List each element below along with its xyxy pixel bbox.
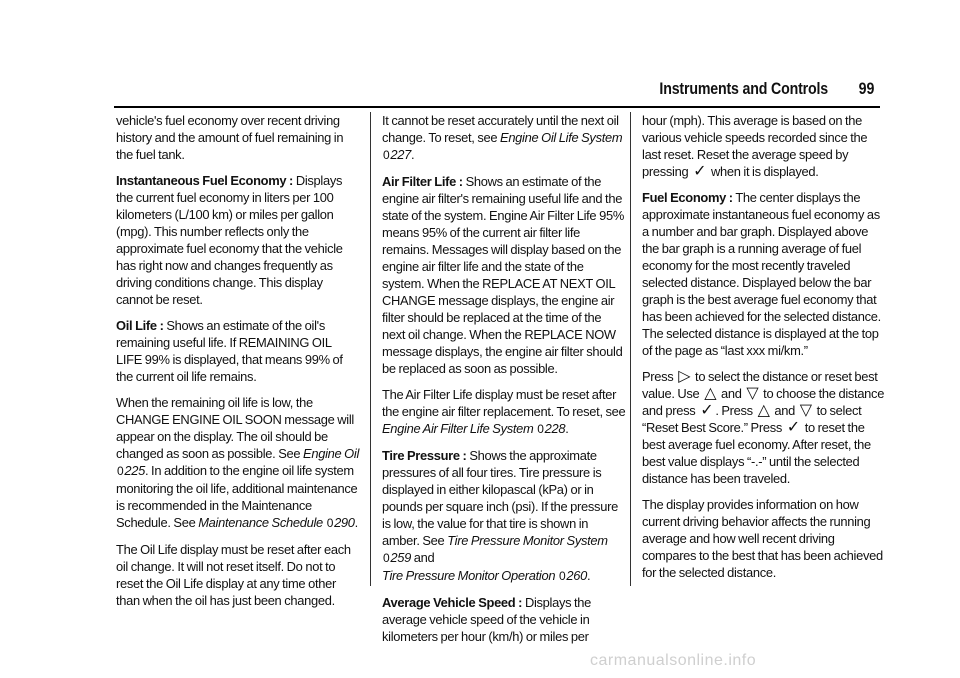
page-reference[interactable]: 259 — [390, 550, 411, 565]
paragraph: vehicle's fuel economy over recent driving history and the amount of fuel remaining in the fuel tank. — [116, 113, 344, 162]
watermark: carmanualsonline.info — [590, 652, 757, 669]
check-icon: ✓ — [700, 402, 714, 419]
column-2 — [382, 112, 626, 654]
column-divider-1 — [370, 112, 371, 586]
reference-link[interactable]: Maintenance Schedule — [198, 515, 323, 530]
paragraph: The display provides information on how current driving behavior affects the running average and how well recent driving compares to the best that has been achieved for the selected distance. — [642, 497, 883, 580]
arrow-down-icon: ▽ — [746, 385, 759, 402]
paragraph: When the remaining oil life is low, the CHANGE ENGINE OIL SOON message will appear on the display. The oil should be changed as soon as possible. See Engine Oil 0225. In addition to the engine oil life system monitoring the oil life, additional maintenance is recommended in the Maintenance Schedule. See Maintenance Schedule 0290. — [116, 395, 360, 530]
section-title: Instruments and Controls — [659, 80, 828, 98]
paragraph: The Air Filter Life display must be reset after the engine air filter replacement. To reset, see Engine Air Filter Life System 0228. — [382, 387, 626, 436]
arrow-up-icon: △ — [704, 385, 717, 402]
page-reference[interactable]: 260 — [566, 568, 587, 583]
check-icon: ✓ — [786, 419, 800, 436]
reference-link[interactable]: Engine Air Filter Life System — [382, 421, 534, 436]
term-label: Average Vehicle Speed : — [382, 595, 523, 610]
page-ref-icon: 0 — [383, 551, 390, 565]
reference-link[interactable]: Tire Pressure Monitor System — [447, 533, 608, 548]
paragraph-air-filter-life: Air Filter Life : Shows an estimate of the engine air filter's remaining useful life and the state of the system. Engine Air Filter Life 95% means 95% of the current air filter life remains. Messages will display based on the engine air filter life and the state of the system. When the REPLACE AT NEXT OIL CHANGE message displays, the engine air filter should be replaced at the time of the next oil change. When the REPLACE NOW message displays, the engine air filter should be replaced as soon as possible. — [382, 174, 624, 376]
paragraph-average-vehicle-speed: Average Vehicle Speed : Displays the average vehicle speed of the vehicle in kilometers per hour (km/h) or miles per — [382, 595, 592, 644]
arrow-down-icon: ▽ — [799, 402, 812, 419]
arrow-right-icon: ▷ — [678, 368, 691, 385]
column-3 — [642, 112, 886, 590]
page-ref-icon: 0 — [326, 516, 334, 530]
page-reference[interactable]: 290 — [334, 515, 355, 530]
header-rule — [114, 106, 880, 108]
page-number: 99 — [858, 80, 874, 98]
paragraph: It cannot be reset accurately until the next oil change. To reset, see Engine Oil Life System 0227. — [382, 113, 623, 162]
term-label: Air Filter Life : — [382, 174, 463, 189]
page-ref-icon: 0 — [383, 148, 390, 162]
paragraph: The Oil Life display must be reset after each oil change. It will not reset itself. Do not to reset the Oil Life display at any time other than when the oil has just been changed. — [116, 542, 351, 608]
reference-link[interactable]: Tire Pressure Monitor Operation — [382, 568, 556, 583]
page-reference[interactable]: 227 — [390, 147, 411, 162]
paragraph-oil-life: Oil Life : Shows an estimate of the oil's remaining useful life. If REMAINING OIL LIFE 99% is displayed, that means 99% of the current oil life remains. — [116, 318, 343, 384]
check-icon: ✓ — [693, 163, 707, 180]
term-label: Tire Pressure : — [382, 448, 467, 463]
paragraph: Press ▷ to select the distance or reset best value. Use △ and ▽ to choose the distance and press ✓ . Press △ and ▽ to select “Reset Best Score.” Press ✓ to reset the best average fuel economy. After reset, the best value displays “-.-” until the selected distance has been traveled. — [642, 368, 885, 486]
page-ref-icon: 0 — [559, 569, 566, 583]
column-1 — [116, 112, 360, 618]
paragraph-instantaneous-fuel-economy: Instantaneous Fuel Economy : Displays the current fuel economy in liters per 100 kilometers (L/100 km) or miles per gallon (mpg). This number reflects only the approximate fuel economy that the vehicle has right now and changes frequently as driving conditions change. This display cannot be reset. — [116, 173, 343, 307]
page-ref-icon: 0 — [117, 464, 124, 478]
page-reference[interactable]: 225 — [124, 463, 145, 478]
paragraph-fuel-economy: Fuel Economy : The center displays the approximate instantaneous fuel economy as a number and bar graph. Displayed above the bar graph is a running average of fuel economy for the most recently traveled selected distance. Displayed below the bar graph is the best average fuel economy that has been achieved for the selected distance. The selected distance is displayed at the top of the page as “last xxx mi/km.” — [642, 190, 881, 358]
paragraph: hour (mph). This average is based on the various vehicle speeds recorded since the last reset. Reset the average speed by pressing ✓ when it is displayed. — [642, 113, 868, 180]
page-ref-icon: 0 — [537, 422, 544, 436]
paragraph-tire-pressure: Tire Pressure : Shows the approximate pressures of all four tires. Tire pressure is displayed in either kilopascal (kPa) or in pounds per square inch (psi). If the pressure is low, the value for that tire is shown in amber. See Tire Pressure Monitor System 0259 and Tire Pressure Monitor Operation 0260. — [382, 448, 618, 583]
column-divider-2 — [630, 112, 631, 586]
term-label: Instantaneous Fuel Economy : — [116, 173, 294, 188]
page-reference[interactable]: 228 — [544, 421, 566, 436]
term-label: Fuel Economy : — [642, 190, 733, 205]
term-label: Oil Life : — [116, 318, 164, 333]
reference-link[interactable]: Engine Oil — [303, 446, 360, 461]
reference-link[interactable]: Engine Oil Life System — [500, 130, 623, 145]
arrow-up-icon: △ — [757, 402, 770, 419]
